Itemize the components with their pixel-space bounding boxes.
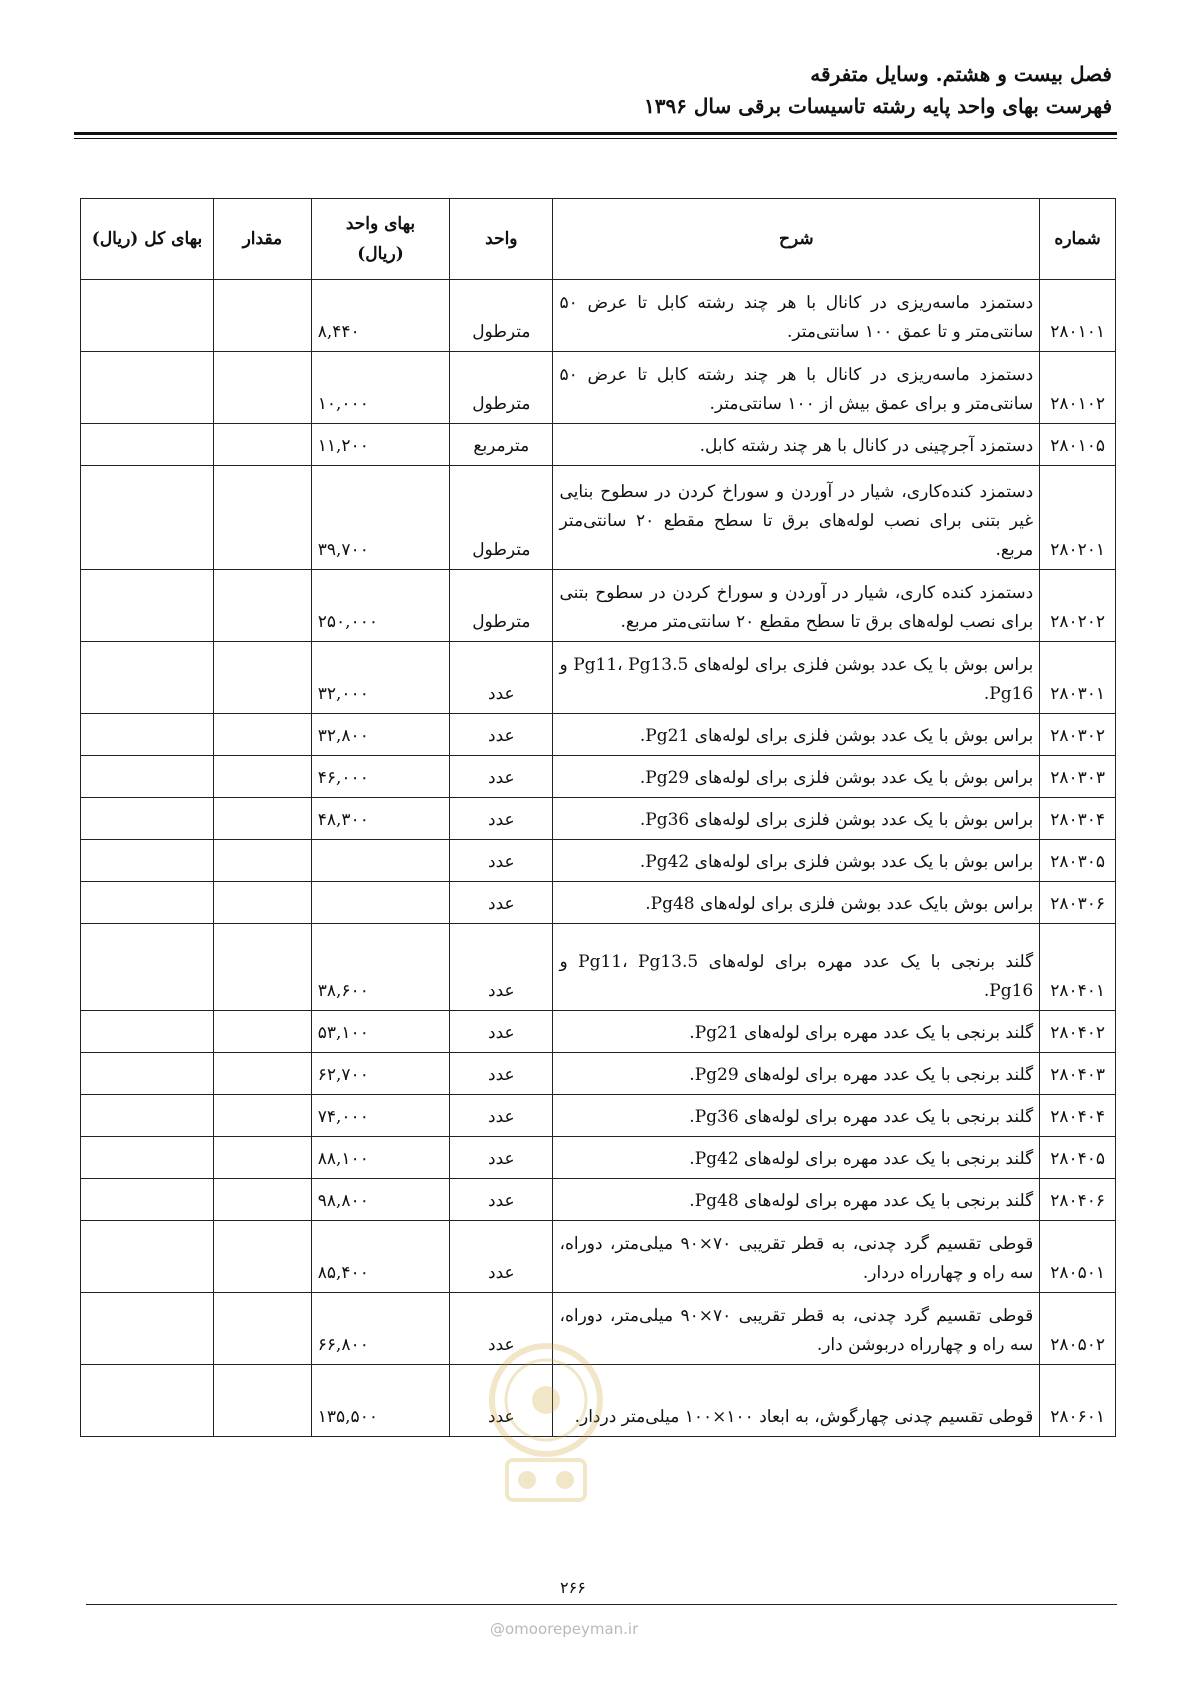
price-table	[80, 198, 1116, 1437]
table-row	[81, 1221, 1116, 1293]
item-code: ۲۸۰۴۰۶	[1040, 1179, 1116, 1221]
list-title: فهرست بهای واحد پایه رشته تاسیسات برقی سال ۱۳۹۶	[643, 94, 1112, 118]
item-unit: عدد	[450, 840, 553, 882]
item-unit: مترطول	[450, 352, 553, 424]
item-code: ۲۸۰۱۰۲	[1040, 352, 1116, 424]
item-unit-price: ۴۶,۰۰۰	[311, 756, 449, 798]
item-quantity	[213, 1137, 311, 1179]
item-quantity	[213, 714, 311, 756]
table-row	[81, 924, 1116, 1011]
item-description: گلند برنجی با یک عدد مهره برای لوله‌های Pg11، Pg13.5 و Pg16.	[553, 924, 1040, 1011]
item-total-price	[81, 924, 214, 1011]
item-unit-price: ۵۳,۱۰۰	[311, 1011, 449, 1053]
item-code: ۲۸۰۶۰۱	[1040, 1365, 1116, 1437]
item-quantity	[213, 280, 311, 352]
item-unit-price: ۱۰,۰۰۰	[311, 352, 449, 424]
item-unit: عدد	[450, 1137, 553, 1179]
table-row	[81, 352, 1116, 424]
item-quantity	[213, 1053, 311, 1095]
item-quantity	[213, 642, 311, 714]
item-quantity	[213, 466, 311, 570]
item-unit-price	[311, 882, 449, 924]
item-total-price	[81, 352, 214, 424]
item-code: ۲۸۰۴۰۵	[1040, 1137, 1116, 1179]
item-unit: عدد	[450, 642, 553, 714]
chapter-title: فصل بیست و هشتم. وسایل متفرقه	[810, 62, 1112, 86]
table-row	[81, 424, 1116, 466]
item-unit-price: ۳۲,۰۰۰	[311, 642, 449, 714]
item-unit-price: ۲۵۰,۰۰۰	[311, 570, 449, 642]
header-unit-price-currency: (ریال)	[357, 244, 404, 264]
item-unit-price: ۱۳۵,۵۰۰	[311, 1365, 449, 1437]
item-unit: عدد	[450, 1095, 553, 1137]
item-unit: مترطول	[450, 280, 553, 352]
item-unit: عدد	[450, 882, 553, 924]
item-total-price	[81, 1179, 214, 1221]
item-description: گلند برنجی با یک عدد مهره برای لوله‌های Pg42.	[553, 1137, 1040, 1179]
header-code: شماره	[1040, 199, 1116, 280]
item-unit-price: ۳۹,۷۰۰	[311, 466, 449, 570]
item-code: ۲۸۰۳۰۴	[1040, 798, 1116, 840]
item-code: ۲۸۰۴۰۱	[1040, 924, 1116, 1011]
page-header	[644, 58, 1112, 122]
item-code: ۲۸۰۳۰۲	[1040, 714, 1116, 756]
item-unit: عدد	[450, 756, 553, 798]
item-total-price	[81, 714, 214, 756]
item-code: ۲۸۰۲۰۱	[1040, 466, 1116, 570]
table-row	[81, 466, 1116, 570]
item-quantity	[213, 882, 311, 924]
item-description: گلند برنجی با یک عدد مهره برای لوله‌های Pg48.	[553, 1179, 1040, 1221]
table-row	[81, 1053, 1116, 1095]
item-description: قوطی تقسیم گرد چدنی، به قطر تقریبی ۷۰×۹۰ میلی‌متر، دوراه، سه راه و چهارراه دربوشن دار.	[553, 1293, 1040, 1365]
header-unit: واحد	[450, 199, 553, 280]
table-row	[81, 798, 1116, 840]
table-row	[81, 1293, 1116, 1365]
item-unit-price: ۳۲,۸۰۰	[311, 714, 449, 756]
item-code: ۲۸۰۱۰۱	[1040, 280, 1116, 352]
item-quantity	[213, 570, 311, 642]
item-description: گلند برنجی با یک عدد مهره برای لوله‌های Pg29.	[553, 1053, 1040, 1095]
item-quantity	[213, 1095, 311, 1137]
item-unit-price: ۶۶,۸۰۰	[311, 1293, 449, 1365]
item-unit: عدد	[450, 1293, 553, 1365]
item-description: دستمزد کنده کاری، شیار در آوردن و سوراخ کردن در سطوح بتنی برای نصب لوله‌های برق تا سطح مقطع ۲۰ سانتی‌متر مربع.	[553, 570, 1040, 642]
item-quantity	[213, 1365, 311, 1437]
item-description: قوطی تقسیم گرد چدنی، به قطر تقریبی ۷۰×۹۰ میلی‌متر، دوراه، سه راه و چهارراه دردار.	[553, 1221, 1040, 1293]
item-unit-price: ۷۴,۰۰۰	[311, 1095, 449, 1137]
item-total-price	[81, 1221, 214, 1293]
item-total-price	[81, 798, 214, 840]
header-unit-price	[311, 199, 449, 280]
item-total-price	[81, 840, 214, 882]
item-total-price	[81, 882, 214, 924]
header-unit-price-label: بهای واحد	[345, 214, 416, 234]
item-total-price	[81, 570, 214, 642]
table-row	[81, 714, 1116, 756]
item-quantity	[213, 756, 311, 798]
item-unit-price: ۹۸,۸۰۰	[311, 1179, 449, 1221]
item-total-price	[81, 1095, 214, 1137]
item-unit: عدد	[450, 798, 553, 840]
item-description: براس بوش با یک عدد بوشن فلزی برای لوله‌های Pg36.	[553, 798, 1040, 840]
table-row	[81, 280, 1116, 352]
header-quantity: مقدار	[213, 199, 311, 280]
item-description: دستمزد آجرچینی در کانال با هر چند رشته کابل.	[553, 424, 1040, 466]
item-quantity	[213, 352, 311, 424]
item-total-price	[81, 1293, 214, 1365]
item-description: گلند برنجی با یک عدد مهره برای لوله‌های Pg21.	[553, 1011, 1040, 1053]
item-code: ۲۸۰۴۰۲	[1040, 1011, 1116, 1053]
item-unit: مترطول	[450, 570, 553, 642]
item-unit: عدد	[450, 1221, 553, 1293]
item-unit: مترمربع	[450, 424, 553, 466]
item-total-price	[81, 1053, 214, 1095]
item-unit: عدد	[450, 924, 553, 1011]
item-total-price	[81, 642, 214, 714]
item-description: دستمزد ماسه‌ریزی در کانال با هر چند رشته کابل تا عرض ۵۰ سانتی‌متر و برای عمق بیش از ۱۰۰ سانتی‌متر.	[553, 352, 1040, 424]
item-unit-price: ۸,۴۴۰	[311, 280, 449, 352]
table-row	[81, 1365, 1116, 1437]
item-quantity	[213, 1293, 311, 1365]
item-quantity	[213, 1011, 311, 1053]
item-total-price	[81, 280, 214, 352]
table-row	[81, 840, 1116, 882]
item-unit: عدد	[450, 1365, 553, 1437]
item-unit-price: ۸۵,۴۰۰	[311, 1221, 449, 1293]
item-code: ۲۸۰۴۰۳	[1040, 1053, 1116, 1095]
item-code: ۲۸۰۳۰۱	[1040, 642, 1116, 714]
item-total-price	[81, 466, 214, 570]
table-row	[81, 756, 1116, 798]
item-unit-price: ۸۸,۱۰۰	[311, 1137, 449, 1179]
item-description: براس بوش با یک عدد بوشن فلزی برای لوله‌های Pg21.	[553, 714, 1040, 756]
item-code: ۲۸۰۵۰۱	[1040, 1221, 1116, 1293]
item-code: ۲۸۰۳۰۳	[1040, 756, 1116, 798]
table-row	[81, 1095, 1116, 1137]
item-code: ۲۸۰۲۰۲	[1040, 570, 1116, 642]
table-row	[81, 1179, 1116, 1221]
item-code: ۲۸۰۱۰۵	[1040, 424, 1116, 466]
item-total-price	[81, 424, 214, 466]
website-watermark: @omoorepeyman.ir	[490, 1620, 639, 1638]
table-row	[81, 1137, 1116, 1179]
item-total-price	[81, 1137, 214, 1179]
item-description: براس بوش با یک عدد بوشن فلزی برای لوله‌های Pg42.	[553, 840, 1040, 882]
header-description: شرح	[553, 199, 1040, 280]
item-description: براس بوش با یک عدد بوشن فلزی برای لوله‌های Pg29.	[553, 756, 1040, 798]
item-unit-price: ۴۸,۳۰۰	[311, 798, 449, 840]
header-rule-thick	[74, 132, 1117, 135]
footer-rule	[86, 1604, 1117, 1605]
item-description: دستمزد کنده‌کاری، شیار در آوردن و سوراخ کردن در سطوح بنایی غیر بتنی برای نصب لوله‌های برق تا سطح مقطع ۲۰ سانتی‌متر مربع.	[553, 466, 1040, 570]
item-quantity	[213, 1221, 311, 1293]
item-quantity	[213, 1179, 311, 1221]
item-description: قوطی تقسیم چدنی چهارگوش، به ابعاد ۱۰۰×۱۰۰ میلی‌متر دردار.	[553, 1365, 1040, 1437]
item-unit-price	[311, 840, 449, 882]
item-unit: مترطول	[450, 466, 553, 570]
item-unit: عدد	[450, 1179, 553, 1221]
item-quantity	[213, 924, 311, 1011]
item-unit: عدد	[450, 1011, 553, 1053]
page-number: ۲۶۶	[560, 1578, 586, 1597]
table-row	[81, 570, 1116, 642]
item-total-price	[81, 1011, 214, 1053]
item-description: گلند برنجی با یک عدد مهره برای لوله‌های Pg36.	[553, 1095, 1040, 1137]
item-unit-price: ۳۸,۶۰۰	[311, 924, 449, 1011]
item-description: براس بوش با یک عدد بوشن فلزی برای لوله‌های Pg11، Pg13.5 و Pg16.	[553, 642, 1040, 714]
table-header-row	[81, 199, 1116, 280]
item-total-price	[81, 1365, 214, 1437]
table-row	[81, 642, 1116, 714]
item-code: ۲۸۰۳۰۶	[1040, 882, 1116, 924]
item-description: دستمزد ماسه‌ریزی در کانال با هر چند رشته کابل تا عرض ۵۰ سانتی‌متر و تا عمق ۱۰۰ سانتی‌متر.	[553, 280, 1040, 352]
item-description: براس بوش بایک عدد بوشن فلزی برای لوله‌های Pg48.	[553, 882, 1040, 924]
header-rule-thin	[74, 138, 1117, 139]
item-total-price	[81, 756, 214, 798]
table-row	[81, 882, 1116, 924]
item-quantity	[213, 424, 311, 466]
item-unit: عدد	[450, 1053, 553, 1095]
item-code: ۲۸۰۴۰۴	[1040, 1095, 1116, 1137]
table-row	[81, 1011, 1116, 1053]
item-code: ۲۸۰۵۰۲	[1040, 1293, 1116, 1365]
item-quantity	[213, 840, 311, 882]
item-unit: عدد	[450, 714, 553, 756]
item-code: ۲۸۰۳۰۵	[1040, 840, 1116, 882]
item-quantity	[213, 798, 311, 840]
item-unit-price: ۱۱,۲۰۰	[311, 424, 449, 466]
item-unit-price: ۶۲,۷۰۰	[311, 1053, 449, 1095]
header-total-price: بهای کل (ریال)	[81, 199, 214, 280]
